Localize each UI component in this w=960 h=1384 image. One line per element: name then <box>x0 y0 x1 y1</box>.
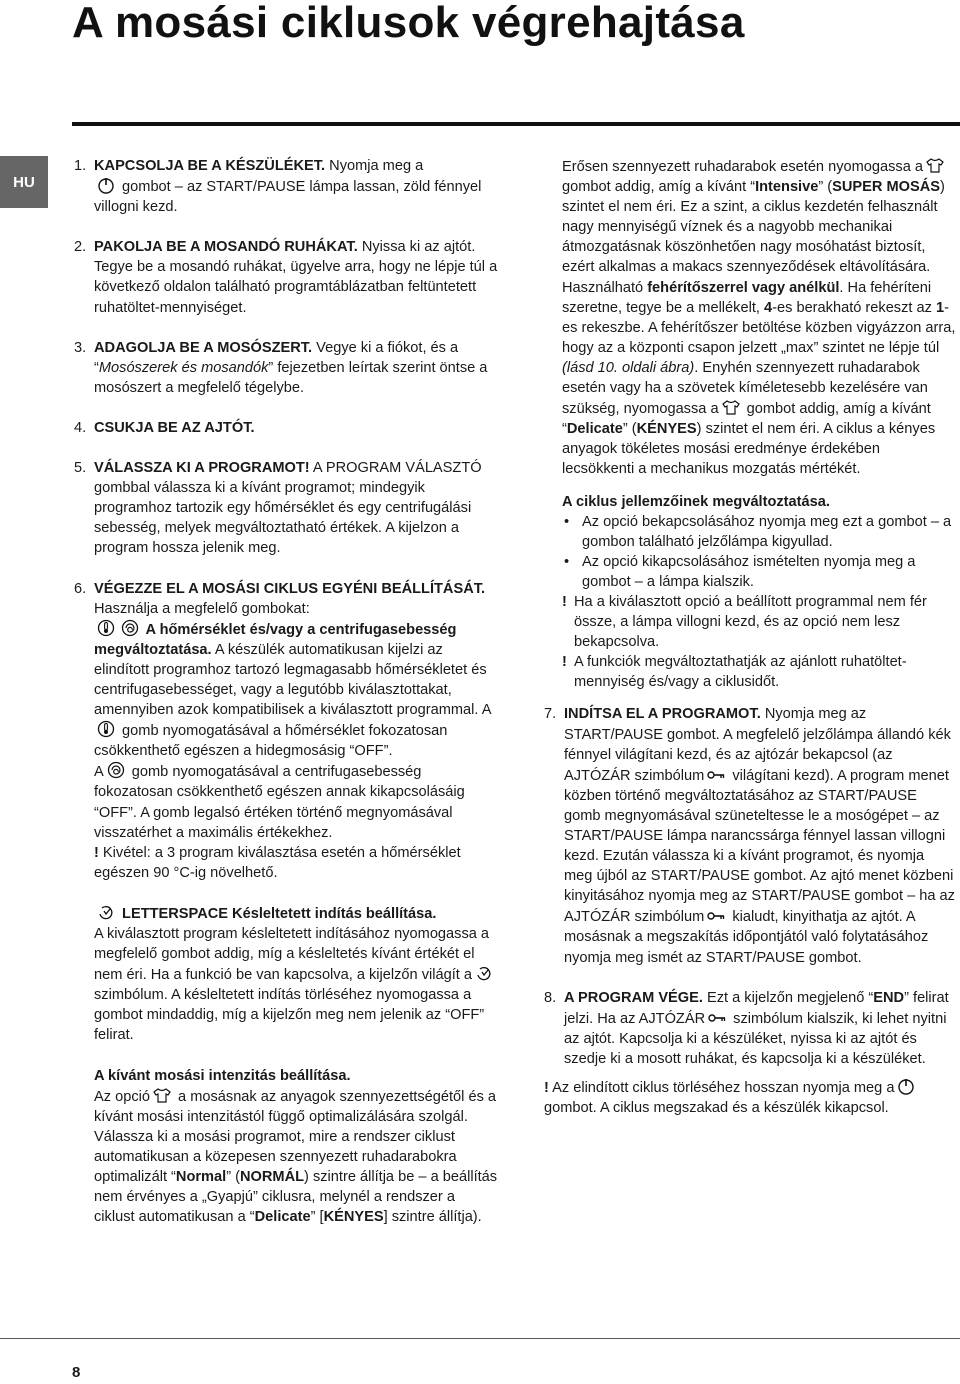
step-heading: PAKOLJA BE A MOSANDÓ RUHÁKAT. <box>94 239 358 256</box>
step-heading: CSUKJA BE AZ AJTÓT. <box>94 419 255 436</box>
temperature-icon <box>96 720 116 738</box>
door-lock-key-icon <box>707 1008 727 1026</box>
warning-text: Ha a kiválasztott opció a beállított programmal nem fér össze, a lámpa villogni kezd, és az opció nem lesz bekapcsolva. <box>574 593 927 651</box>
section-text: A <box>94 764 104 781</box>
warning-note <box>544 652 956 692</box>
step-text: Vegye ki a fiókot, és a “ <box>94 339 459 376</box>
power-icon <box>96 176 116 194</box>
page-title: A mosási ciklusok végrehajtása <box>72 0 745 47</box>
note-text: Az elindított ciklus törléséhez hosszan nyomja meg a <box>548 1080 895 1097</box>
step-heading: A PROGRAM VÉGE. <box>564 989 703 1006</box>
step-text: világítani kezd). A program menet közben történő megváltoztatásához az START/PAUSE gomb megnyomásával szüneteltesse le a mosógépet – az START/PAUSE lámpa narancssárga fénnyel lassan villogni kezd. Ezután válassza ki a kívánt programot, és nyomja meg újból az START/PAUSE gombot. Az ajtó menet közbeni kinyitásához nyomja meg az START/PAUSE gombot – ha az AJTÓZÁR szimbólum <box>564 767 955 926</box>
paragraph-text: . Ha fehéríteni szeretne, tegye be a mellékelt, <box>562 279 932 316</box>
step-text: Ezt a kijelzőn megjelenő “ <box>702 989 874 1006</box>
power-icon <box>896 1077 916 1095</box>
step-number: 1. <box>74 158 87 174</box>
step-4 <box>74 418 498 438</box>
spin-icon <box>106 761 126 779</box>
features-list <box>562 512 956 592</box>
step-text: Nyomja meg az START/PAUSE gombot. A megfelelő jelzőlámpa állandó kék fénnyel világítani kezd, és az ajtózár bekapcsol (az AJTÓZÁR szimbólum <box>564 706 951 784</box>
step-text: Nyomja meg a <box>325 158 424 174</box>
section-text: A készülék automatikusan kijelzi az elindított programhoz tartozó legmagasabb hőmérsékletet és centrifugasebességet, vagy a legutóbb kiválasztottakat, amennyiben azok kompatibilisek a kiválasztott programmal. A <box>94 641 491 719</box>
section-text: ” [ <box>310 1209 324 1226</box>
delay-timer-icon <box>96 903 116 921</box>
step-number: 3. <box>74 339 87 356</box>
level-name: Delicate <box>566 421 623 438</box>
paragraph-text: -es berakható rekeszt az <box>772 299 936 316</box>
warning-mark: ! <box>544 1080 549 1097</box>
step-heading: INDÍTSA EL A PROGRAMOT. <box>564 706 761 723</box>
level-name: Intensive <box>755 179 819 196</box>
chapter-reference: Mosószerek és mosandók <box>98 359 269 376</box>
section-text: Az opció <box>94 1088 150 1105</box>
level-name: Normal <box>175 1169 227 1186</box>
step-5 <box>74 458 498 558</box>
step-6 <box>74 579 498 619</box>
shirt-icon <box>925 156 945 174</box>
section-text: szimbólum. A késleltetett indítás törléséhez nyomogassa a gombot mindaddig, míg a kijelzőn meg nem jelenik az “OFF” felirat. <box>94 987 485 1044</box>
language-tab: HU <box>0 156 48 208</box>
door-lock-key-icon <box>706 765 726 783</box>
section-heading: A kívánt mosási intenzitás beállítása. <box>94 1067 351 1084</box>
door-lock-key-icon <box>706 906 726 924</box>
emphasis: fehérítőszerrel vagy anélkül <box>647 279 840 296</box>
step-heading: VÉGEZZE EL A MOSÁSI CIKLUS EGYÉNI BEÁLLÍTÁSÁT. <box>94 580 486 597</box>
step-text: ” fejezetben leírtak szerint öntse a mosószert a megfelelő tégelybe. <box>94 359 488 396</box>
section-text: a mosásnak az anyagok szennyezettségétől és a kívánt mosási intenzitástól függő optimalizálására szolgál. <box>94 1088 497 1125</box>
paragraph-text: ” ( <box>818 179 833 196</box>
warning-text: A funkciók megváltoztathatják az ajánlott ruhatöltet-mennyiség és/vagy a ciklusidőt. <box>574 654 907 691</box>
step-text: Használja a megfelelő gombokat: <box>94 600 310 617</box>
section-heading: LETTERSPACE Késleltetett indítás beállítása. <box>118 905 437 922</box>
step-text: szimbólum kialszik, ki lehet nyitni az ajtót. Kapcsolja ki a készüléket, nyissa ki az ajtót és szedje ki a mosott ruhákat, és kapcsolja ki a készüléket. <box>564 1010 947 1067</box>
step-heading: KAPCSOLJA BE A KÉSZÜLÉKET. <box>94 158 326 174</box>
section-text: gomb nyomogatásával a centrifugasebesség fokozatosan csökkenthető egészen annak kikapcsolásáig “OFF”. A gomb legalsó értéken történő megnyomásával visszatérhet a maximális értékekhez. <box>94 764 465 841</box>
level-name: Delicate <box>254 1209 311 1226</box>
shirt-icon <box>721 398 741 416</box>
cancel-cycle-note <box>544 1077 956 1118</box>
step-number: 6. <box>74 580 87 597</box>
step-3 <box>74 338 498 398</box>
section-text: ” ( <box>226 1169 240 1186</box>
title-rule <box>72 122 960 126</box>
paragraph-text: . Enyhén szennyezett ruhadarabok esetén vagy ha a szövetek kíméletesebb kezelésére van szükség, nyomogassa a <box>562 359 928 418</box>
note-text: gombot. A ciklus megszakad és a készülék kikapcsol. <box>544 1100 889 1117</box>
section-text: ) szintre állítja be – a beállítás nem érvényes a „Gyapjú” ciklusra, melynél a rendszer a ciklust automatikusan a “ <box>94 1169 498 1226</box>
temperature-spin-section <box>94 619 498 883</box>
list-item: • Az opció kikapcsolásához ismételten nyomja meg a gombot – a lámpa kialszik. <box>562 552 956 592</box>
step-text: Nyissa ki az ajtót. Tegye be a mosandó ruhákat, ügyelve arra, hogy ne lépje túl a következő oldalon található programtáblázatban feltüntetett ruhatöltet-mennyiséget. <box>94 239 498 316</box>
warning-mark: ! <box>562 593 567 610</box>
level-name: KÉNYES <box>636 421 697 438</box>
step-text: A PROGRAM VÁLASZTÓ gombbal válassza ki a kívánt programot; mindegyik programhoz tartozik egy hőmérséklet és egy centrifugálási sebesség, melyek megváltoztatható értékek. A kijelzon a program hossza jelenik meg. <box>94 460 482 557</box>
step-number: 2. <box>74 239 87 256</box>
wash-intensity-section <box>94 1066 498 1228</box>
figure-reference: (lásd 10. oldali ábra) <box>562 359 695 376</box>
section-text: A kiválasztott program késleltetett indításához nyomogassa a megfelelő gombot addig, míg a késleltetés kívánt értékét el nem éri. Ha a funkció be van kapcsolva, a kijelzőn világít a <box>94 926 490 984</box>
delay-start-section <box>94 903 498 1046</box>
step-number: 8. <box>544 989 557 1006</box>
paragraph-text: ” ( <box>622 421 637 438</box>
intensity-levels-paragraph <box>562 156 956 480</box>
step-1 <box>74 156 498 217</box>
section-heading: A ciklus jellemzőinek megváltoztatása. <box>562 493 830 510</box>
emphasis: 4 <box>764 299 773 316</box>
right-column <box>544 156 956 1118</box>
display-text: END <box>873 989 905 1006</box>
step-8 <box>544 988 956 1069</box>
paragraph-text: gombot addig, amíg a kívánt “ <box>562 401 931 438</box>
paragraph-text: ) szintet el nem éri. Ez a szint, a ciklus kezdetén felhasznált nagy mennyiségű víznek és a nagyobb mechanikai átmozgatásnak köszönhetően nagy mosóhatást biztosít, ezért alkalmas a makacs szennyeződések eltávolítására. Használható <box>562 179 945 296</box>
warning-mark: ! <box>94 844 99 861</box>
section-text: Kivétel: a 3 program kiválasztása esetén a hőmérséklet egészen 90 °C-ig növelhető. <box>94 844 461 881</box>
step-number: 5. <box>74 460 87 477</box>
step-text: kialudt, kinyithatja az ajtót. A mosásnak a megszakítás időpontjától való folytatásához nyomja meg ismét az START/PAUSE gombot. <box>564 909 929 966</box>
step-heading: VÁLASSZA KI A PROGRAMOT! <box>94 460 310 477</box>
emphasis: 1 <box>935 299 945 316</box>
delay-timer-icon <box>474 964 494 982</box>
step-text: ” felirat jelzi. Ha az AJTÓZÁR <box>564 989 949 1027</box>
paragraph-text: ) szintet el nem éri. A ciklus a kényes anyagok tökéletes mosási eredménye érdekében lecsökkenti a mechanikus mozgatás mértékét. <box>562 421 936 478</box>
step-number: 4. <box>74 419 87 436</box>
section-text: Válassza ki a mosási programot, mire a rendszer ciklust automatikusan a közepesen szennyezett ruhadarabokra optimalizált “ <box>94 1128 457 1186</box>
list-item: • Az opció bekapcsolásához nyomja meg ezt a gombot – a gombon található jelzőlámpa kigyullad. <box>562 512 956 552</box>
step-heading: ADAGOLJA BE A MOSÓSZERT. <box>94 339 313 356</box>
step-text: gombot – az START/PAUSE lámpa lassan, zöld fénnyel villogni kezd. <box>94 179 482 216</box>
section-text: gomb nyomogatásával a hőmérséklet fokozatosan csökkenthető egészen a hidegmosásig “OFF”. <box>94 723 448 760</box>
warning-mark: ! <box>562 654 567 671</box>
level-name: SUPER MOSÁS <box>832 179 940 196</box>
paragraph-text: Erősen szennyezett ruhadarabok esetén nyomogassa a <box>562 159 924 175</box>
step-2 <box>74 237 498 317</box>
paragraph-text: gombot addig, amíg a kívánt “ <box>562 179 756 196</box>
shirt-icon <box>152 1086 172 1104</box>
left-column <box>74 156 498 1247</box>
level-name: NORMÁL <box>239 1169 305 1186</box>
paragraph-text: -es rekeszbe. A fehérítőszer betöltése közben vigyázzon arra, hogy az a központi csapon jelzett „max” szintet ne lépje túl <box>562 299 956 356</box>
section-heading: A hőmérséklet és/vagy a centrifugasebesség megváltoztatása. <box>94 621 457 658</box>
step-7 <box>544 704 956 967</box>
section-text: ] szintre állítja). <box>383 1209 482 1226</box>
footer-rule <box>0 1338 960 1339</box>
temperature-icon <box>96 619 116 637</box>
spin-icon <box>120 619 140 637</box>
level-name: KÉNYES <box>323 1209 384 1226</box>
step-number: 7. <box>544 706 557 723</box>
page-number: 8 <box>72 1364 81 1381</box>
features-section <box>562 492 956 512</box>
warning-note <box>544 592 956 652</box>
